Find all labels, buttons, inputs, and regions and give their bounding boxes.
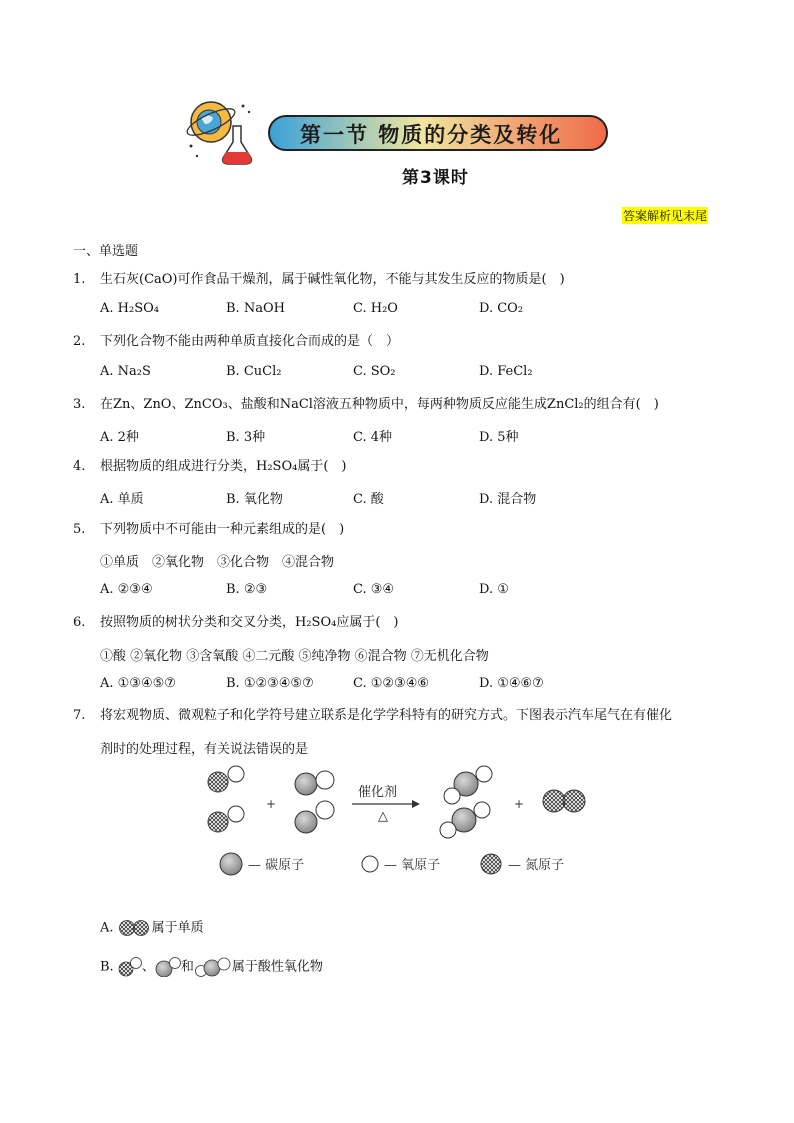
arrow-sub: △ (378, 809, 388, 824)
option-d: D. ①④⑥⑦ (479, 676, 544, 691)
legend-nitrogen-icon (481, 854, 501, 874)
question-text: 在Zn、ZnO、ZnCO₃、盐酸和NaCl溶液五种物质中，每两种物质反应能生成ZnCl₂的组合有( ) (100, 397, 659, 412)
option-c: C. 酸 (353, 492, 384, 507)
legend-nitrogen: — 氮原子 (508, 858, 565, 873)
option-b: B. NaOH (226, 301, 285, 316)
co2-molecule (440, 802, 490, 838)
question-number: 5. (73, 522, 86, 537)
page-title: 第一节 物质的分类及转化 (300, 123, 563, 147)
no-molecule (208, 766, 244, 792)
option-d: D. CO₂ (479, 301, 524, 316)
question-number: 4. (73, 459, 86, 474)
option-b: B. CuCl₂ (226, 364, 282, 379)
option-a: A. ②③④ (100, 582, 153, 597)
question-number: 7. (73, 708, 86, 723)
option-c: C. ③④ (353, 582, 395, 597)
n2-molecule-icon (118, 919, 152, 937)
question-6-choices: ①酸 ②氧化物 ③含氧酸 ④二元酸 ⑤纯净物 ⑥混合物 ⑦无机化合物 (100, 649, 489, 664)
question-7-text-line2: 剂时的处理过程，有关说法错误的是 (100, 742, 309, 757)
option-letter: B. (100, 959, 114, 975)
option-c: C. SO₂ (353, 364, 396, 379)
option-d: D. 混合物 (479, 492, 537, 507)
question-number: 6. (73, 615, 86, 630)
no-molecule (208, 806, 244, 832)
legend-oxygen: — 氧原子 (384, 858, 441, 873)
option-a: A. ①③④⑤⑦ (100, 676, 176, 691)
reaction-diagram (200, 762, 600, 882)
svg-text:+: + (514, 797, 525, 811)
q7-option-b (100, 956, 323, 978)
option-text: 属于酸性氧化物 (231, 959, 323, 975)
question-5-choices: ①单质 ②氧化物 ③化合物 ④混合物 (100, 555, 335, 570)
option-c: C. ①②③④⑥ (353, 676, 430, 691)
svg-text:+: + (266, 797, 277, 811)
n2-molecule (543, 790, 585, 812)
option-b: B. 3种 (226, 430, 266, 445)
option-c: C. H₂O (353, 301, 398, 316)
option-a: A. 单质 (100, 492, 144, 507)
no-molecule-icon (118, 957, 142, 977)
arrow-label: 催化剂 (358, 785, 398, 800)
q7-option-a (100, 919, 204, 938)
page-subtitle: 第3课时 (402, 168, 469, 188)
logo-icon (183, 96, 263, 168)
co-molecule-icon (155, 957, 181, 977)
option-a: A. Na₂S (100, 364, 151, 379)
question-number: 2. (73, 334, 86, 349)
legend-carbon: — 碳原子 (248, 858, 305, 873)
option-a: A. 2种 (100, 430, 139, 445)
legend (220, 853, 564, 875)
co2-molecule (444, 766, 492, 804)
question-number: 3. (73, 397, 86, 412)
option-letter: A. (100, 920, 114, 936)
question-text: 根据物质的组成进行分类，H₂SO₄属于( ) (100, 459, 347, 474)
separator: 、 (141, 959, 155, 975)
question-text: 生石灰(CaO)可作食品干燥剂，属于碱性氧化物，不能与其发生反应的物质是( ) (100, 272, 565, 287)
option-b: B. ①②③④⑤⑦ (226, 676, 314, 691)
option-d: D. ① (479, 582, 509, 597)
question-text: 按照物质的树状分类和交叉分类，H₂SO₄应属于( ) (100, 615, 399, 630)
option-a: A. H₂SO₄ (100, 301, 159, 316)
question-text: 下列物质中不可能由一种元素组成的是( ) (100, 522, 345, 537)
legend-carbon-icon (220, 853, 242, 875)
option-d: D. FeCl₂ (479, 364, 533, 379)
option-b: B. 氧化物 (226, 492, 283, 507)
separator: 和 (180, 959, 194, 975)
option-c: C. 4种 (353, 430, 393, 445)
co-molecule (295, 801, 334, 833)
co2-molecule-icon (194, 956, 232, 978)
section-heading: 一、单选题 (73, 244, 139, 259)
co-molecule (295, 771, 334, 795)
legend-oxygen-icon (362, 856, 378, 872)
question-number: 1. (73, 272, 86, 287)
answer-tag: 答案解析见末尾 (623, 209, 708, 223)
option-text: 属于单质 (151, 920, 204, 936)
question-text: 下列化合物不能由两种单质直接化合而成的是（ ） (100, 334, 400, 349)
question-text: 将宏观物质、微观粒子和化学符号建立联系是化学学科特有的研究方式。下图表示汽车尾气在有催化 (100, 708, 673, 723)
option-b: B. ②③ (226, 582, 268, 597)
option-d: D. 5种 (479, 430, 519, 445)
